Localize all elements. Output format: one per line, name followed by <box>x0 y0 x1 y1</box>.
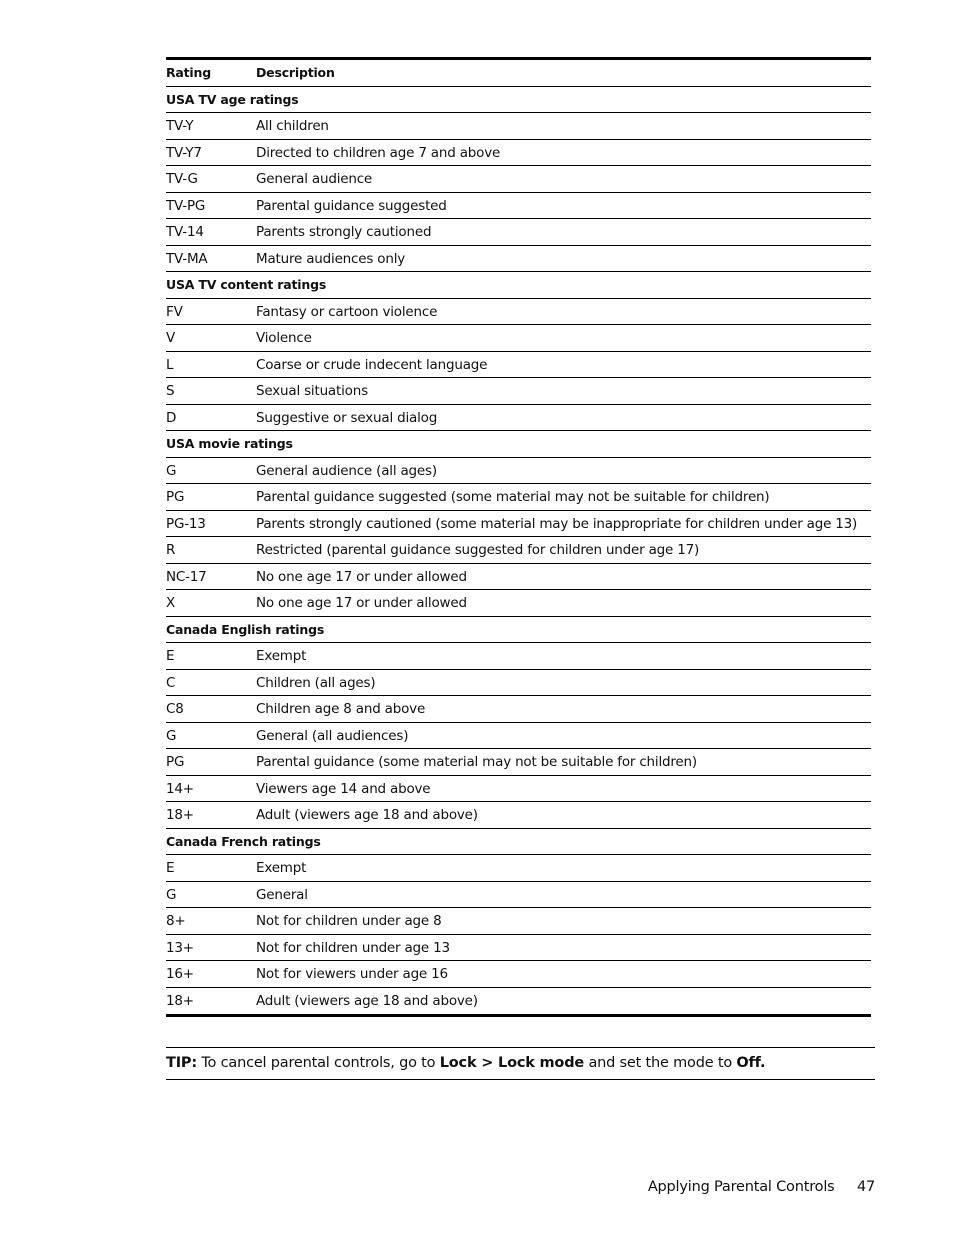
rating-cell: G <box>166 886 177 903</box>
description-cell: Parental guidance suggested <box>256 197 447 214</box>
ratings-table <box>166 57 871 1017</box>
table-row <box>166 352 871 379</box>
table-row <box>166 405 871 432</box>
rating-cell: X <box>166 595 176 611</box>
rating-cell: C8 <box>166 701 184 717</box>
rating-cell: 18+ <box>166 992 194 1009</box>
description-cell: Suggestive or sexual dialog <box>256 409 438 426</box>
tip-note <box>166 1047 875 1080</box>
description-cell: Fantasy or cartoon violence <box>256 303 438 320</box>
table-row <box>166 325 871 352</box>
table-row <box>166 961 871 988</box>
table-row <box>166 882 871 909</box>
description-cell: Parents strongly cautioned (some material may be inappropriate for children under age 13) <box>256 515 858 532</box>
rating-cell: PG <box>166 754 185 770</box>
description-cell: Not for children under age 8 <box>256 913 442 929</box>
rating-cell: D <box>166 409 177 426</box>
description-cell: General audience (all ages) <box>256 462 437 479</box>
column-header-rating: Rating <box>166 65 211 80</box>
description-cell: Children (all ages) <box>256 674 376 691</box>
description-cell: Mature audiences only <box>256 250 406 267</box>
table-row <box>166 802 871 829</box>
section-title: USA TV age ratings <box>166 91 299 107</box>
table-row <box>166 246 871 273</box>
table-row <box>166 219 871 246</box>
table-row <box>166 140 871 167</box>
rating-cell: TV-MA <box>166 250 208 267</box>
table-row <box>166 537 871 564</box>
section-title: USA TV content ratings <box>166 277 327 292</box>
rating-cell: V <box>166 330 176 346</box>
rating-cell: TV-14 <box>166 224 204 240</box>
table-row <box>166 935 871 962</box>
page-number: 47 <box>856 1179 875 1195</box>
description-cell: General audience <box>256 171 373 187</box>
rating-cell: PG-13 <box>166 515 206 532</box>
rating-cell: TV-Y <box>166 118 194 134</box>
rating-cell: TV-Y7 <box>166 144 202 161</box>
column-header-description: Description <box>256 65 335 80</box>
table-row <box>166 670 871 697</box>
description-cell: No one age 17 or under allowed <box>256 568 467 585</box>
table-row <box>166 988 871 1015</box>
description-cell: Not for viewers under age 16 <box>256 966 448 982</box>
description-cell: Parental guidance suggested (some material may not be suitable for children) <box>256 489 770 505</box>
rating-cell: TV-G <box>166 171 198 187</box>
description-cell: Not for children under age 13 <box>256 939 450 956</box>
description-cell: No one age 17 or under allowed <box>256 595 467 611</box>
table-row <box>166 484 871 511</box>
table-row <box>166 299 871 326</box>
rating-cell: G <box>166 727 177 744</box>
tip-value: Off. <box>736 1055 766 1071</box>
rating-cell: L <box>166 356 174 373</box>
description-cell: Adult (viewers age 18 and above) <box>256 992 478 1009</box>
section-header-row <box>166 431 871 458</box>
section-header-row <box>166 617 871 644</box>
description-cell: Coarse or crude indecent language <box>256 356 488 373</box>
rating-cell: PG <box>166 489 185 505</box>
rating-cell: 13+ <box>166 939 194 956</box>
tip-menu-path: Lock > Lock mode <box>439 1055 585 1071</box>
description-cell: Adult (viewers age 18 and above) <box>256 807 478 823</box>
description-cell: Exempt <box>256 860 307 876</box>
description-cell: Directed to children age 7 and above <box>256 144 501 161</box>
rating-cell: G <box>166 462 177 479</box>
rating-cell: NC-17 <box>166 568 207 585</box>
description-cell: Restricted (parental guidance suggested for children under age 17) <box>256 542 700 558</box>
section-title: USA movie ratings <box>166 436 293 451</box>
rating-cell: E <box>166 648 175 664</box>
table-row <box>166 590 871 617</box>
tip-text-before: To cancel parental controls, go to <box>201 1055 436 1071</box>
section-title: Canada French ratings <box>166 833 321 849</box>
description-cell: Violence <box>256 330 312 346</box>
description-cell: Parental guidance (some material may not be suitable for children) <box>256 754 697 770</box>
rating-cell: S <box>166 383 175 399</box>
table-header-row <box>166 60 871 87</box>
section-header-row <box>166 272 871 299</box>
description-cell: Sexual situations <box>256 383 368 399</box>
description-cell: General (all audiences) <box>256 727 409 744</box>
table-row <box>166 855 871 882</box>
table-row <box>166 696 871 723</box>
table-row <box>166 166 871 193</box>
section-title: Canada English ratings <box>166 621 325 637</box>
table-row <box>166 458 871 485</box>
description-cell: Exempt <box>256 648 307 664</box>
table-row <box>166 113 871 140</box>
tip-label: TIP: <box>166 1055 197 1071</box>
table-row <box>166 723 871 750</box>
page-footer <box>648 1179 875 1195</box>
rating-cell: R <box>166 542 176 558</box>
rating-cell: C <box>166 674 176 691</box>
section-header-row <box>166 87 871 114</box>
table-row <box>166 378 871 405</box>
table-row <box>166 643 871 670</box>
table-row <box>166 908 871 935</box>
rating-cell: 16+ <box>166 966 194 982</box>
description-cell: Viewers age 14 and above <box>256 780 431 797</box>
rating-cell: 14+ <box>166 780 194 797</box>
rating-cell: FV <box>166 303 183 320</box>
rating-cell: 8+ <box>166 913 186 929</box>
description-cell: All children <box>256 118 329 134</box>
section-header-row <box>166 829 871 856</box>
table-row <box>166 776 871 803</box>
description-cell: General <box>256 886 308 903</box>
description-cell: Children age 8 and above <box>256 701 426 717</box>
table-row <box>166 193 871 220</box>
footer-section-title: Applying Parental Controls <box>647 1179 835 1195</box>
description-cell: Parents strongly cautioned <box>256 224 432 240</box>
tip-text-middle: and set the mode to <box>588 1055 732 1071</box>
rating-cell: E <box>166 860 175 876</box>
rating-cell: 18+ <box>166 807 194 823</box>
table-row <box>166 564 871 591</box>
table-row <box>166 749 871 776</box>
rating-cell: TV-PG <box>166 197 206 214</box>
table-row <box>166 511 871 538</box>
